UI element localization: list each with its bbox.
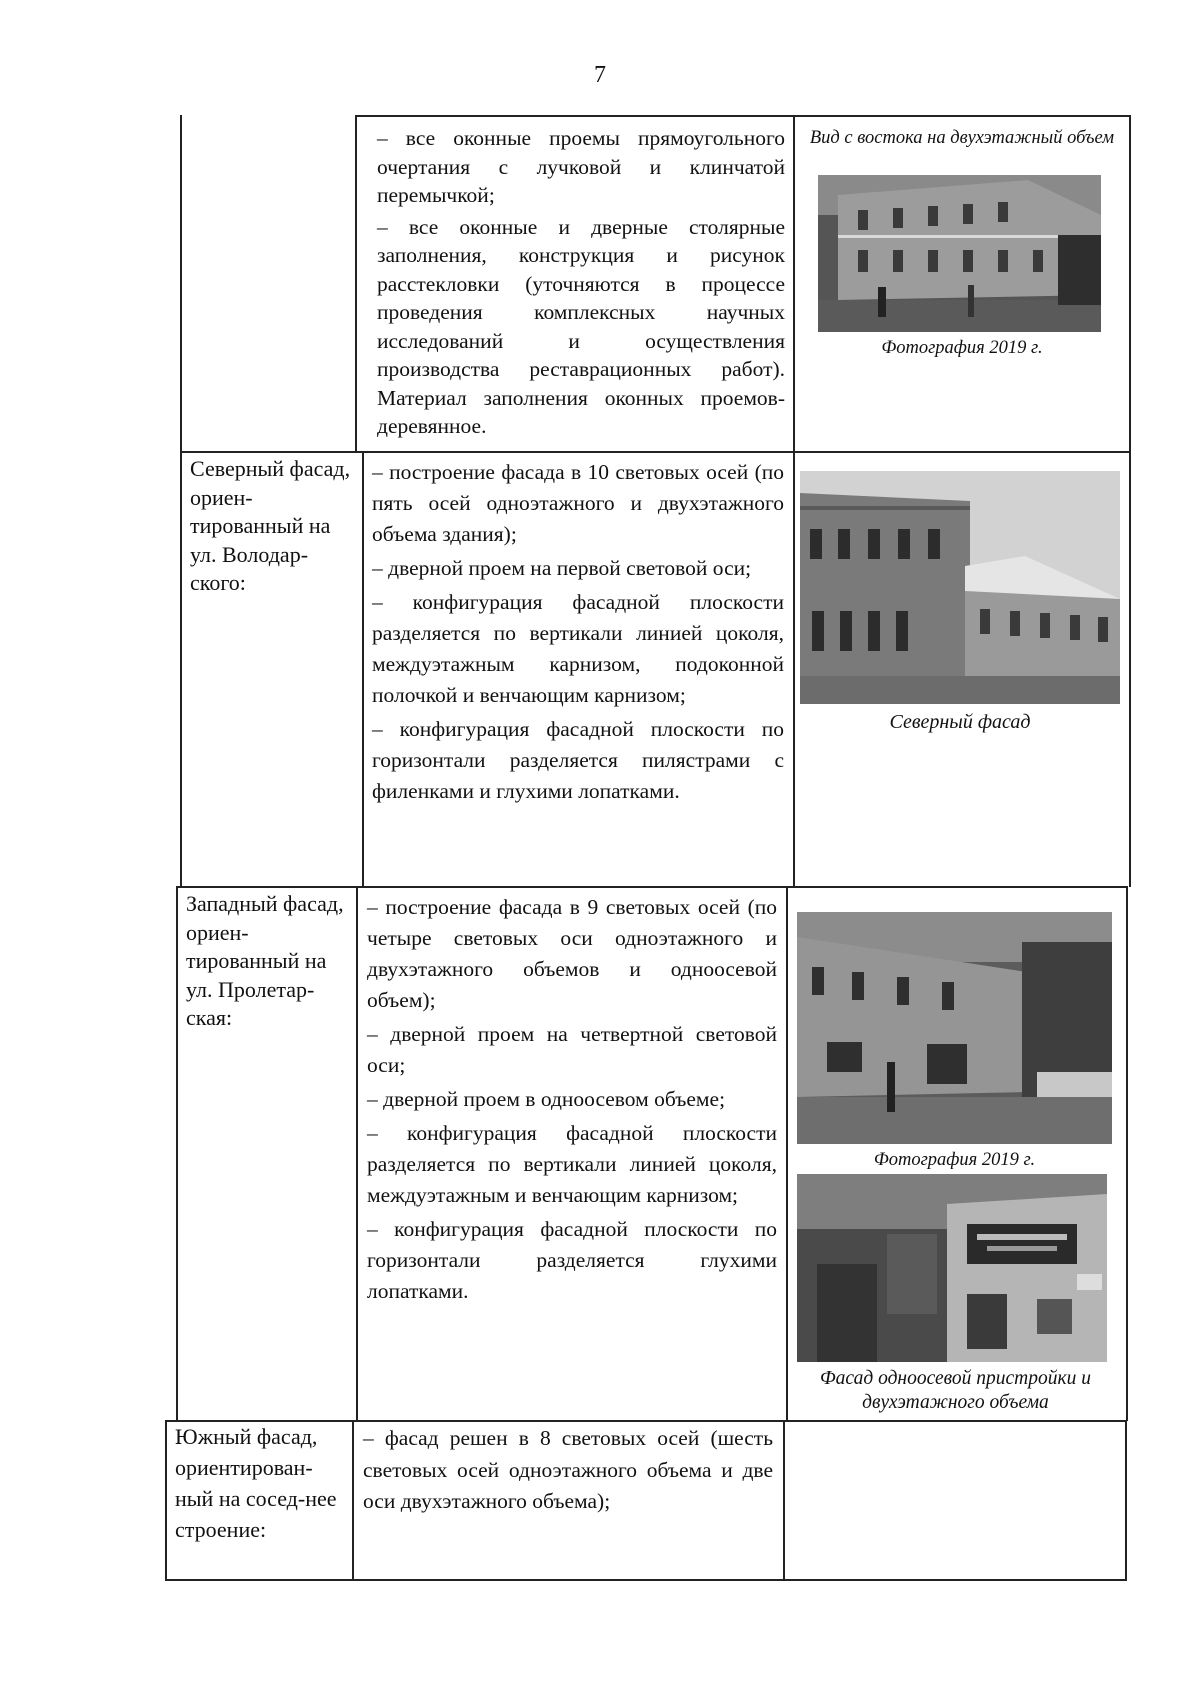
list-item: – построение фасада в 10 световых осей (по пять осей одноэтажного и двухэтажного объема здания); <box>372 460 784 546</box>
list-item: – дверной проем на первой световой оси; <box>372 556 752 580</box>
photo-caption: Северный фасад <box>889 711 1031 733</box>
list-item: – построение фасада в 9 световых осей (по четыре световых оси одноэтажного и двухэтажного объемов и одноосевой объем); <box>367 895 777 1012</box>
west-facade-photo <box>797 912 1112 1144</box>
facade-label: Северный фасад, ориен-тированный на ул. Володар-ского: <box>190 456 351 595</box>
list-item: – фасад решен в 8 световых осей (шесть световых осей одноэтажного объема и две оси двухэтажного объема); <box>363 1426 773 1513</box>
facade-label: Южный фасад, ориентирован-ный на сосед-нее строение: <box>175 1424 337 1542</box>
row-4-description <box>363 1423 773 1521</box>
row-3-description <box>367 892 777 1310</box>
photo-caption: Фотография 2019 г. <box>873 1150 1036 1170</box>
photo-caption: Фасад одноосевой пристройки и двухэтажного объема <box>820 1368 1091 1413</box>
list-item: – все оконные и дверные столярные заполнения, конструкция и рисунок расстекловки (уточняются в процессе проведения комплексных научных исследований и осуществления производства реставрационных работ). Материал заполнения оконных проемов- деревянное. <box>377 214 785 438</box>
photo-caption: Фотография 2019 г. <box>881 338 1043 358</box>
list-item: – конфигурация фасадной плоскости по горизонтали разделяется глухими лопатками. <box>367 1217 777 1303</box>
row-2-description <box>372 457 784 810</box>
building-east-photo <box>818 175 1101 332</box>
photo-caption: Вид с востока на двухэтажный объем <box>809 128 1115 148</box>
list-item: – дверной проем на четвертной световой оси; <box>367 1022 777 1077</box>
north-facade-photo <box>800 471 1120 704</box>
list-item: – конфигурация фасадной плоскости разделяется по вертикали линией цоколя, междуэтажным карнизом, подоконной полочкой и венчающим карнизом; <box>372 590 784 707</box>
row-1-description <box>377 124 785 444</box>
facade-label: Западный фасад, ориен-тированный на ул. Пролетар-ская: <box>186 891 344 1030</box>
list-item: – дверной проем в одноосевом объеме; <box>367 1087 726 1111</box>
list-item: – все оконные проемы прямоугольного очертания с лучковой и клинчатой перемычкой; <box>377 126 785 207</box>
list-item: – конфигурация фасадной плоскости по горизонтали разделяется пилястрами с филенками и глухими лопатками. <box>372 717 784 803</box>
page-number: 7 <box>594 62 606 88</box>
single-axis-extension-photo <box>797 1174 1107 1362</box>
list-item: – конфигурация фасадной плоскости разделяется по вертикали линией цоколя, междуэтажным и венчающим карнизом; <box>367 1121 777 1207</box>
